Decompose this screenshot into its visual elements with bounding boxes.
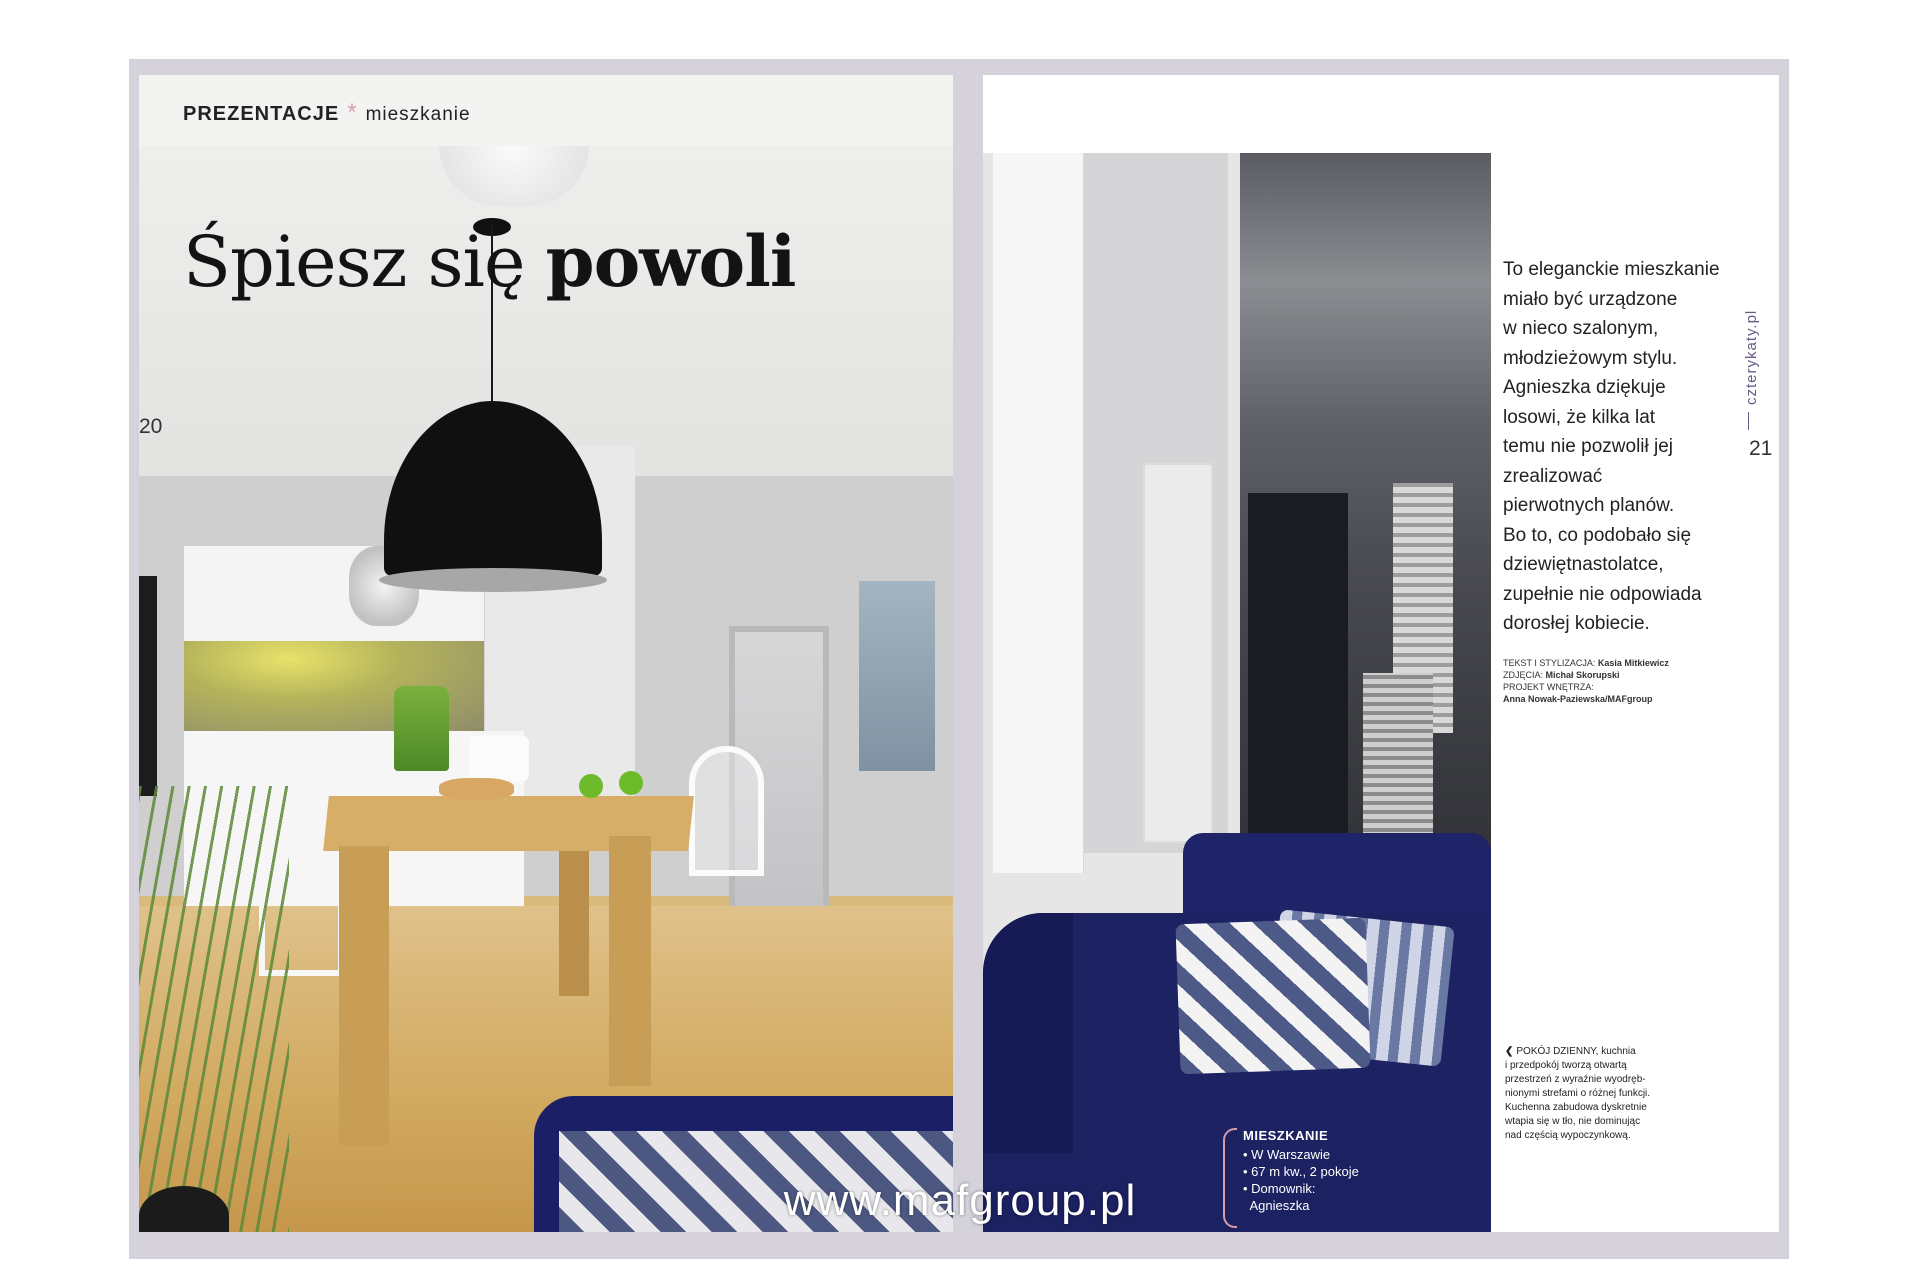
living-room-photo [983,153,1491,1232]
intro-line: Agnieszka dziękuje [1503,377,1666,398]
page-number-left: 20 [139,415,163,438]
intro-line: miało być urządzone [1503,288,1678,310]
star-separator: * [347,99,358,126]
section-label: PREZENTACJE [183,103,340,125]
white-door [1143,463,1213,843]
green-apple [619,771,643,795]
subsection-label: mieszkanie [365,104,471,125]
credit-photos [1503,669,1669,681]
spec-title: MIESZKANIE [1243,1128,1329,1143]
credit-label: ZDJĘCIA: [1503,670,1544,680]
spec-item: • 67 m kw., 2 pokoje [1243,1164,1359,1179]
pendant-lamp-rim [379,568,607,592]
credits [1503,657,1669,705]
intro-paragraph [1503,255,1743,639]
dining-kitchen-photo [139,146,953,1232]
spec-item: • Domownik: [1243,1181,1316,1196]
caption-line: nad częścią wypoczynkową. [1505,1130,1631,1141]
credit-label: PROJEKT WNĘTRZA: [1503,682,1594,692]
divider [1748,412,1749,430]
spec-item: • W Warszawie [1243,1147,1331,1162]
chevron-pillow [1175,918,1370,1075]
table-leg [339,846,389,1146]
bread-plate [439,778,514,800]
credit-value: Kasia Mitkiewicz [1597,658,1669,668]
intro-line: w nieco szalonym, [1503,318,1659,339]
site-url-vertical: czterykaty.pl [1743,309,1760,405]
caption-line: i przedpokój tworzą otwartą [1505,1060,1627,1071]
fridge [139,576,157,796]
article-title [183,220,795,303]
caption-line: nionymi strefami o różnej funkcji. [1505,1088,1651,1099]
title-bold: powoli [545,220,796,303]
credit-project-value [1503,693,1669,705]
credit-text [1503,657,1669,669]
caption-line: wtapia się w tło, nie dominując [1505,1116,1641,1127]
intro-line: zupełnie nie odpowiada [1503,583,1702,605]
intro-line: dorosłej kobiecie. [1503,613,1650,634]
green-apple [579,774,603,798]
caption-line: Kuchenna zabudowa dyskretnie [1505,1102,1647,1113]
caption-line: przestrzeń z wyraźnie wyodręb- [1505,1074,1646,1085]
wall-art [859,581,935,771]
candles [469,736,529,781]
caption-text: kuchnia [1601,1046,1636,1057]
intro-line: dziewiętnastolatce, [1503,554,1664,575]
intro-line: młodzieżowym stylu. [1503,347,1678,369]
grass-planter [394,686,449,771]
page-number-right: 21 [1749,437,1773,460]
title-light: Śpiesz się [183,221,525,303]
ghost-chair-right [689,746,764,876]
credit-value: Michał Skorupski [1545,670,1620,680]
ceiling-rose [439,146,589,206]
caption-arrow-icon: ❮ [1505,1046,1514,1057]
intro-line: losowi, że kilka lat [1503,406,1656,428]
intro-line: To eleganckie mieszkanie [1503,259,1720,280]
intro-line: temu nie pozwolił jej [1503,436,1674,457]
white-column [993,153,1084,873]
credit-value: Anna Nowak-Paziewska/MAFgroup [1503,694,1653,704]
right-page [983,75,1779,1232]
credit-label: TEKST I STYLIZACJA: [1503,658,1596,668]
caption-lead: POKÓJ DZIENNY, [1516,1046,1599,1057]
left-page [139,75,953,1232]
watermark: www.mafgroup.pl [783,1176,1137,1225]
running-head [183,99,471,127]
ornamental-grass [139,786,289,1232]
black-pendant-lamp [384,401,602,576]
intro-line: pierwotnych planów. [1503,495,1675,516]
credit-project [1503,681,1669,693]
table-leg [559,846,589,996]
table-leg [609,836,651,1086]
caption-line [1505,1045,1705,1059]
spec-item: Agnieszka [1243,1198,1310,1213]
intro-line: zrealizować [1503,465,1603,487]
intro-line: Bo to, co podobało się [1503,524,1692,546]
photo-caption [1505,1045,1705,1143]
